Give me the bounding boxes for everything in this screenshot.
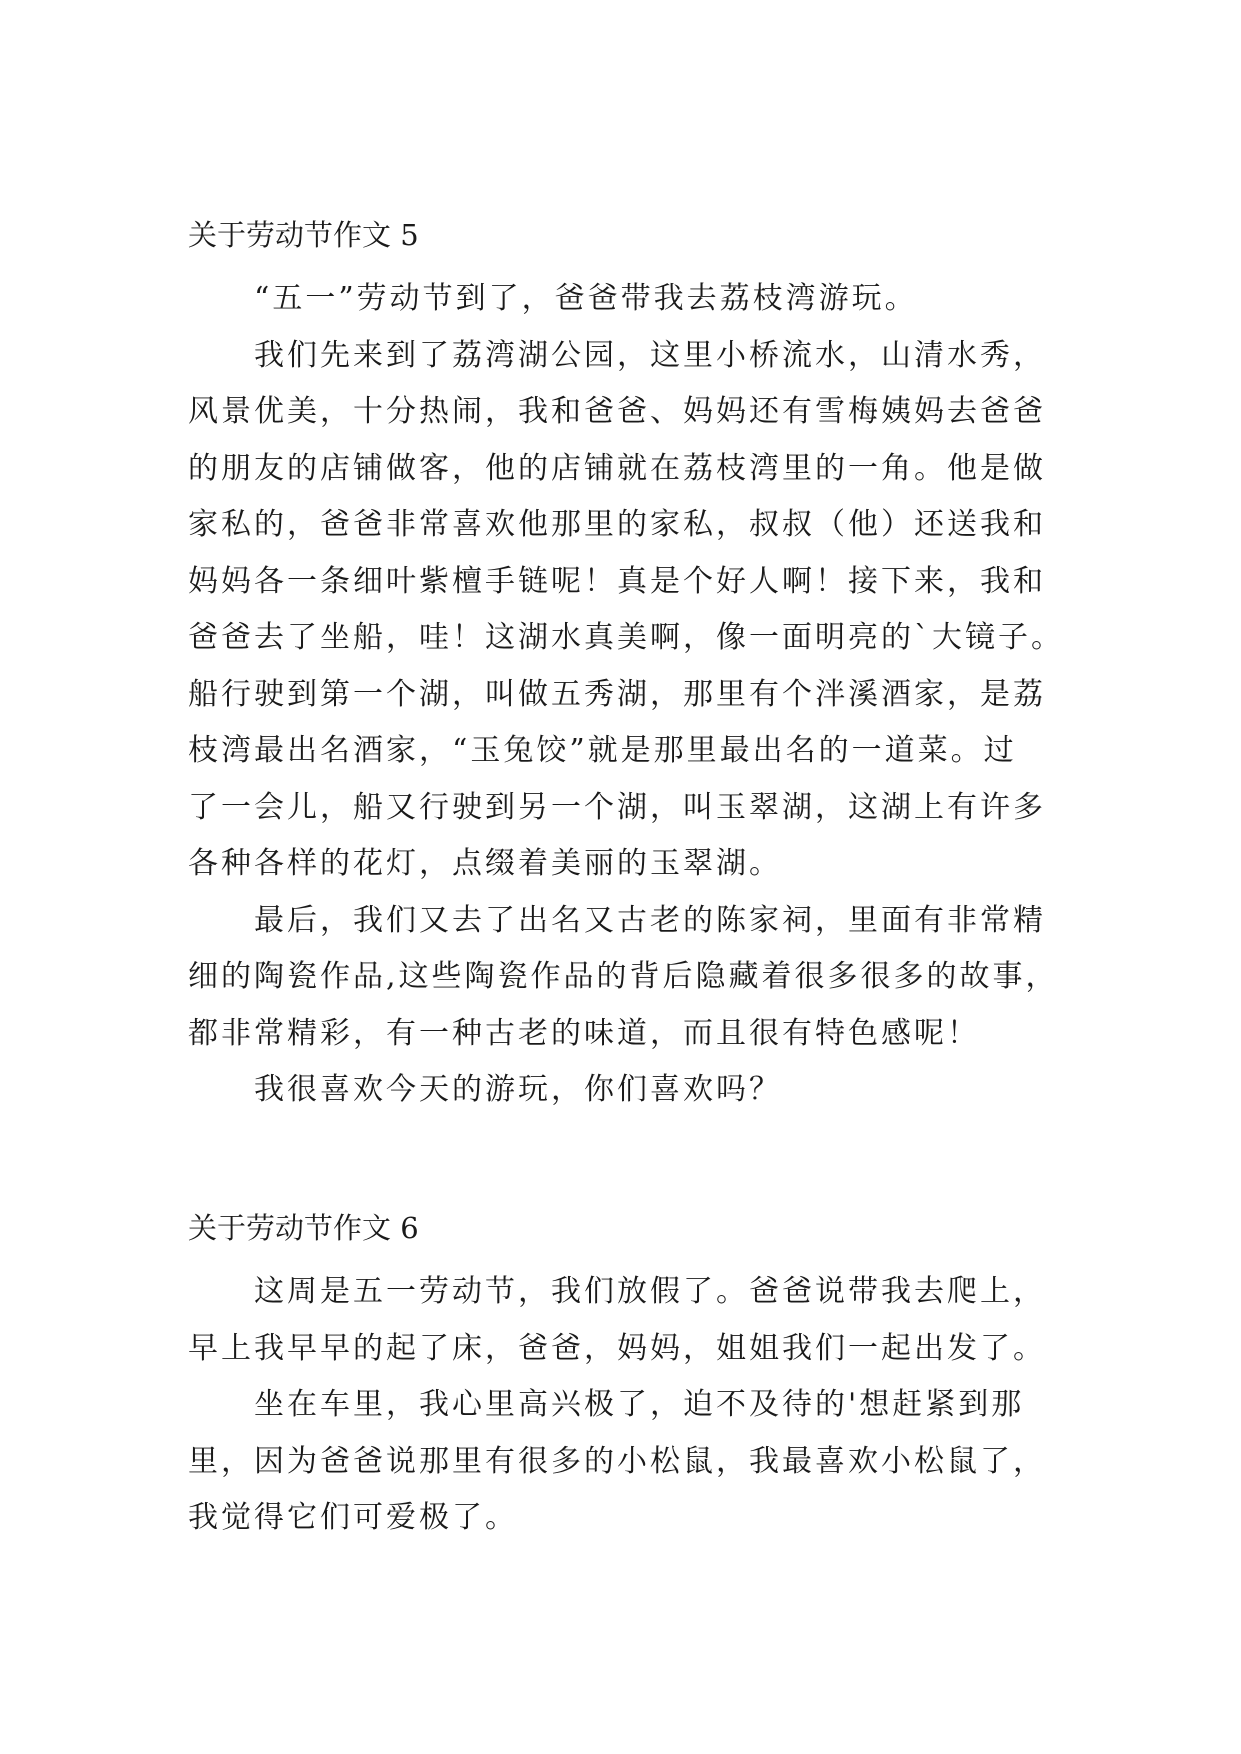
text-line: 各种各样的花灯，点缀着美丽的玉翠湖。 bbox=[188, 846, 782, 881]
text-line: 坐在车里，我心里高兴极了，迫不及待的'想赶紧到那 bbox=[254, 1387, 1025, 1422]
text-line: 妈妈各一条细叶紫檀手链呢！真是个好人啊！接下来，我和 bbox=[188, 563, 1046, 599]
paragraph bbox=[188, 1377, 1063, 1547]
text-line: 的朋友的店铺做客，他的店铺就在荔枝湾里的一角。他是做 bbox=[188, 450, 1046, 486]
paragraph bbox=[188, 1264, 1063, 1377]
essay-section-5 bbox=[188, 217, 1063, 1119]
text-line: “五一”劳动节到了，爸爸带我去荔枝湾游玩。 bbox=[254, 281, 918, 316]
text-line: 我们先来到了荔湾湖公园，这里小桥流水，山清水秀， bbox=[254, 337, 1046, 373]
text-line: 里，因为爸爸说那里有很多的小松鼠，我最喜欢小松鼠了， bbox=[188, 1443, 1046, 1479]
essay-heading: 关于劳动节作文 6 bbox=[188, 1211, 419, 1245]
text-line: 细的陶瓷作品,这些陶瓷作品的背后隐藏着很多很多的故事， bbox=[188, 959, 1059, 994]
text-line: 早上我早早的起了床，爸爸，妈妈，姐姐我们一起出发了。 bbox=[188, 1330, 1046, 1366]
text-line: 爸爸去了坐船，哇！这湖水真美啊，像一面明亮的`大镜子。 bbox=[188, 620, 1064, 655]
essay-section-6 bbox=[188, 1210, 1063, 1547]
text-line: 家私的，爸爸非常喜欢他那里的家私，叔叔（他）还送我和 bbox=[188, 507, 1046, 542]
text-line: 风景优美，十分热闹，我和爸爸、妈妈还有雪梅姨妈去爸爸 bbox=[188, 394, 1046, 429]
paragraph bbox=[188, 1062, 1063, 1119]
essay-heading: 关于劳动节作文 5 bbox=[188, 218, 419, 252]
paragraph bbox=[188, 271, 1063, 328]
text-line: 我很喜欢今天的游玩，你们喜欢吗？ bbox=[254, 1072, 782, 1107]
text-line: 最后，我们又去了出名又古老的陈家祠，里面有非常精 bbox=[254, 902, 1046, 938]
text-line: 了一会儿，船又行驶到另一个湖，叫玉翠湖，这湖上有许多 bbox=[188, 789, 1046, 825]
text-line: 我觉得它们可爱极了。 bbox=[188, 1500, 518, 1535]
text-line: 这周是五一劳动节，我们放假了。爸爸说带我去爬上， bbox=[254, 1274, 1046, 1309]
text-line: 船行驶到第一个湖，叫做五秀湖，那里有个泮溪酒家，是荔 bbox=[188, 676, 1046, 712]
paragraph bbox=[188, 328, 1063, 893]
text-line: 枝湾最出名酒家，“玉兔饺”就是那里最出名的一道菜。过 bbox=[188, 733, 1017, 768]
text-line: 都非常精彩，有一种古老的味道，而且很有特色感呢！ bbox=[188, 1015, 980, 1051]
paragraph bbox=[188, 893, 1063, 1063]
